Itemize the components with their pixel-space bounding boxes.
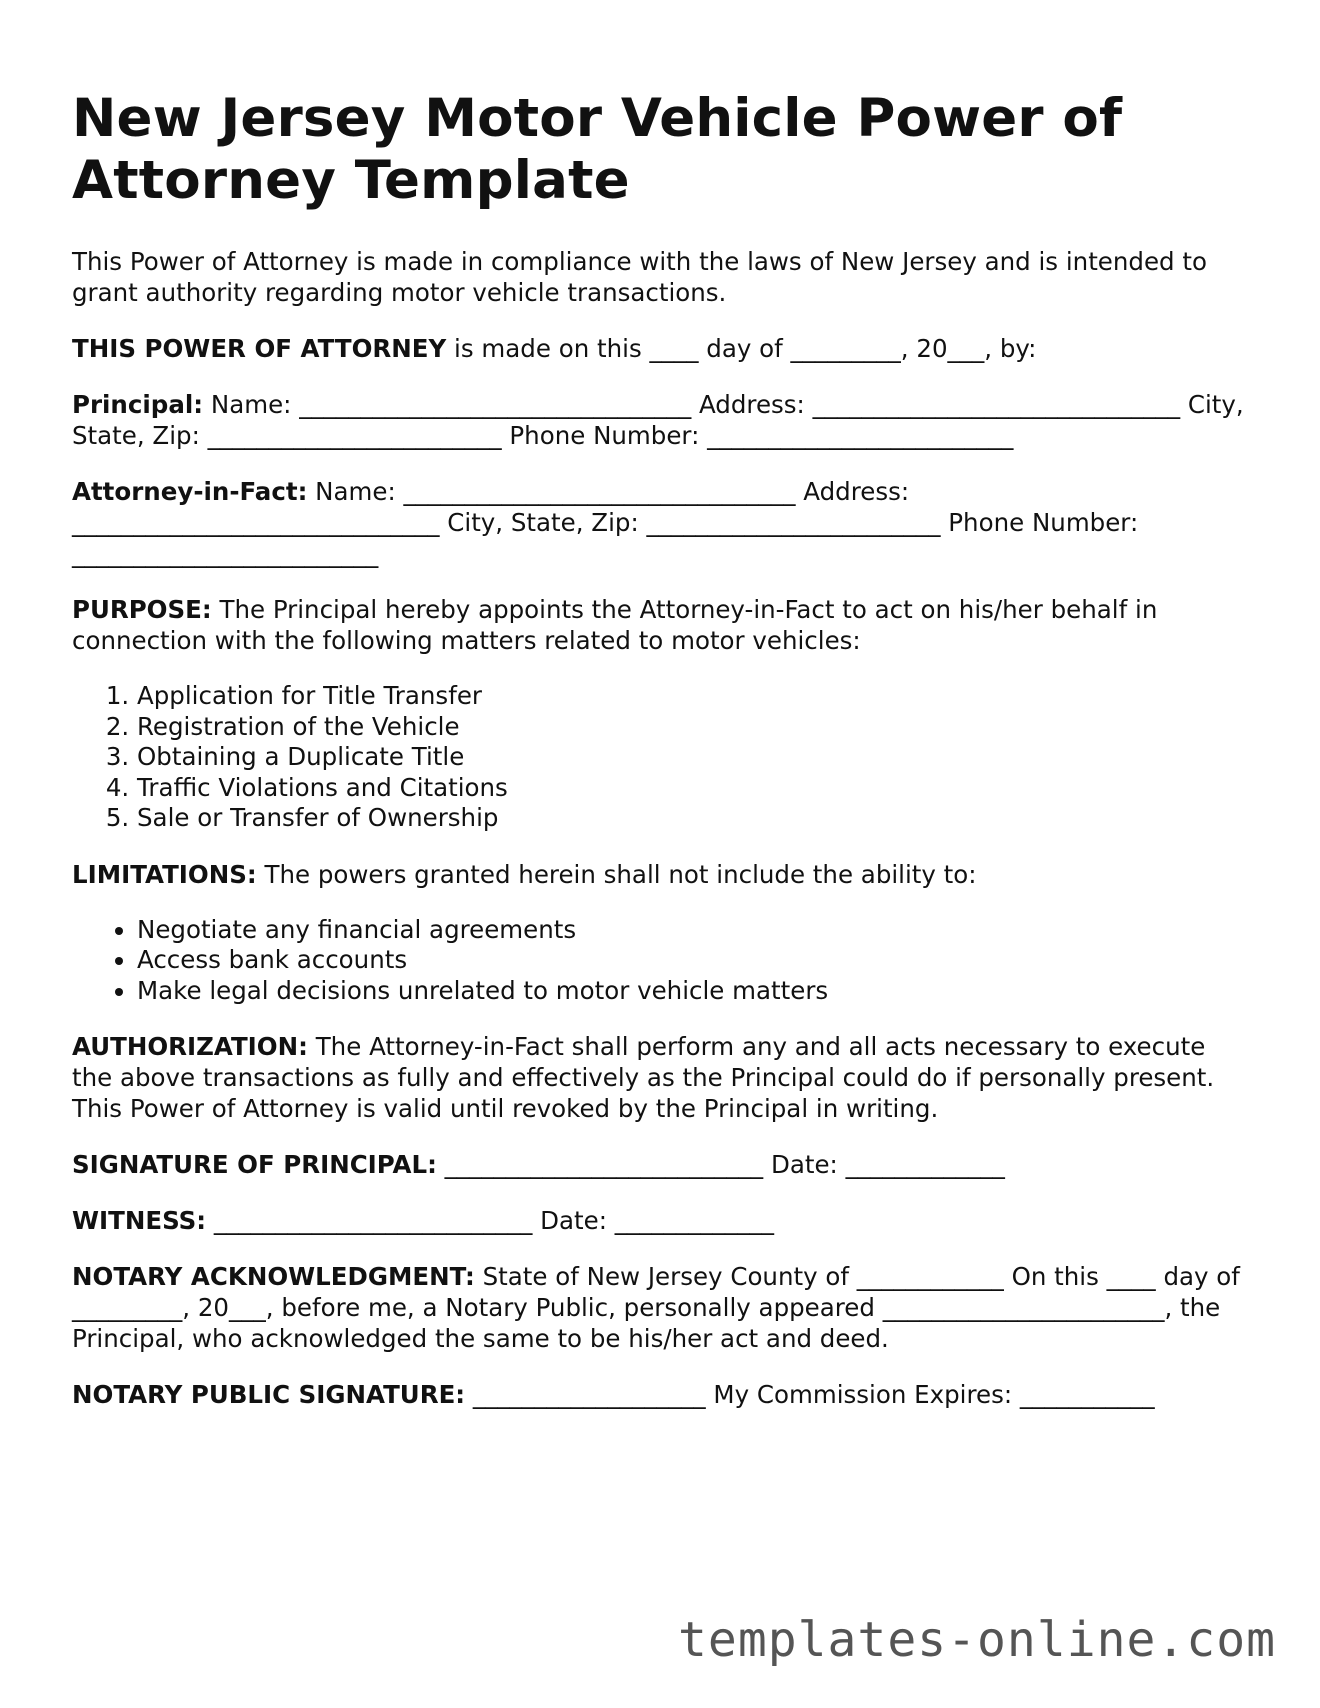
authorization-text: The Attorney-in-Fact shall perform any and all acts necessary to execute the above transactions as fully and effectively as the Principal could do if personally present. This Power of Attorney is valid until revoked by the Principal in writing. [72,1032,1215,1123]
notary-signature-paragraph [72,1379,1248,1410]
principal-paragraph [72,389,1248,451]
purpose-label: PURPOSE: [72,595,212,624]
list-item: 4. Traffic Violations and Citations [137,773,1248,804]
list-item: 1. Application for Title Transfer [137,681,1248,712]
limitations-label: LIMITATIONS: [72,859,257,889]
document-page [72,88,1248,1435]
purpose-list [72,681,1248,834]
made-on-text: is made on this ____ day of _________, 20___, by: [446,334,1037,363]
limitations-text: The powers granted herein shall not include the ability to: [256,859,977,889]
made-on-label: THIS POWER OF ATTORNEY [72,334,447,363]
authorization-paragraph [72,1031,1248,1124]
principal-signature-paragraph [72,1149,1248,1180]
watermark: templates-online.com [678,1612,1276,1668]
purpose-text: The Principal hereby appoints the Attorney-in-Fact to act on his/her behalf in connection with the following matters related to motor vehicles: [72,595,1158,655]
principal-signature-text: __________________________ Date: _____________ [436,1150,1005,1179]
notary-acknowledgment-paragraph [72,1261,1248,1354]
principal-text: Name: ________________________________ Address: ______________________________ City, State, Zip: ________________________ Phone Number: _________________________ [72,390,1244,450]
limitations-list [72,915,1248,1007]
limitations-paragraph [72,859,1248,890]
principal-label: Principal: [72,390,204,419]
list-item: • Make legal decisions unrelated to motor vehicle matters [137,976,1248,1007]
notary-signature-label: NOTARY PUBLIC SIGNATURE: [72,1380,466,1409]
attorney-text: Name: ________________________________ Address: ______________________________ City, State, Zip: ________________________ Phone Number: _________________________ [72,477,1139,568]
attorney-label: Attorney-in-Fact: [72,477,308,506]
made-on-paragraph [72,333,1248,364]
principal-signature-label: SIGNATURE OF PRINCIPAL: [72,1150,437,1179]
witness-paragraph [72,1205,1248,1236]
notary-acknowledgment-text: State of New Jersey County of ____________ On this ____ day of _________, 20___, before me, a Notary Public, personally appeared _______________________, the Principal, who acknowledged the same to be his/her act and deed. [72,1262,1240,1353]
list-item: • Access bank accounts [137,945,1248,976]
list-item: 3. Obtaining a Duplicate Title [137,742,1248,773]
intro-paragraph: This Power of Attorney is made in compliance with the laws of New Jersey and is intended to grant authority regarding motor vehicle transactions. [72,247,1207,307]
list-item: 2. Registration of the Vehicle [137,712,1248,743]
authorization-label: AUTHORIZATION: [72,1032,308,1061]
witness-text: __________________________ Date: _____________ [206,1206,775,1235]
notary-acknowledgment-label: NOTARY ACKNOWLEDGMENT: [72,1262,475,1291]
notary-signature-text: ___________________ My Commission Expires: ___________ [465,1380,1155,1409]
purpose-paragraph [72,594,1248,656]
document-title: New Jersey Motor Vehicle Power of Attorney Template [72,88,1123,211]
attorney-paragraph [72,476,1248,569]
witness-label: WITNESS: [72,1206,207,1235]
list-item: 5. Sale or Transfer of Ownership [137,803,1248,834]
list-item: • Negotiate any financial agreements [137,915,1248,946]
